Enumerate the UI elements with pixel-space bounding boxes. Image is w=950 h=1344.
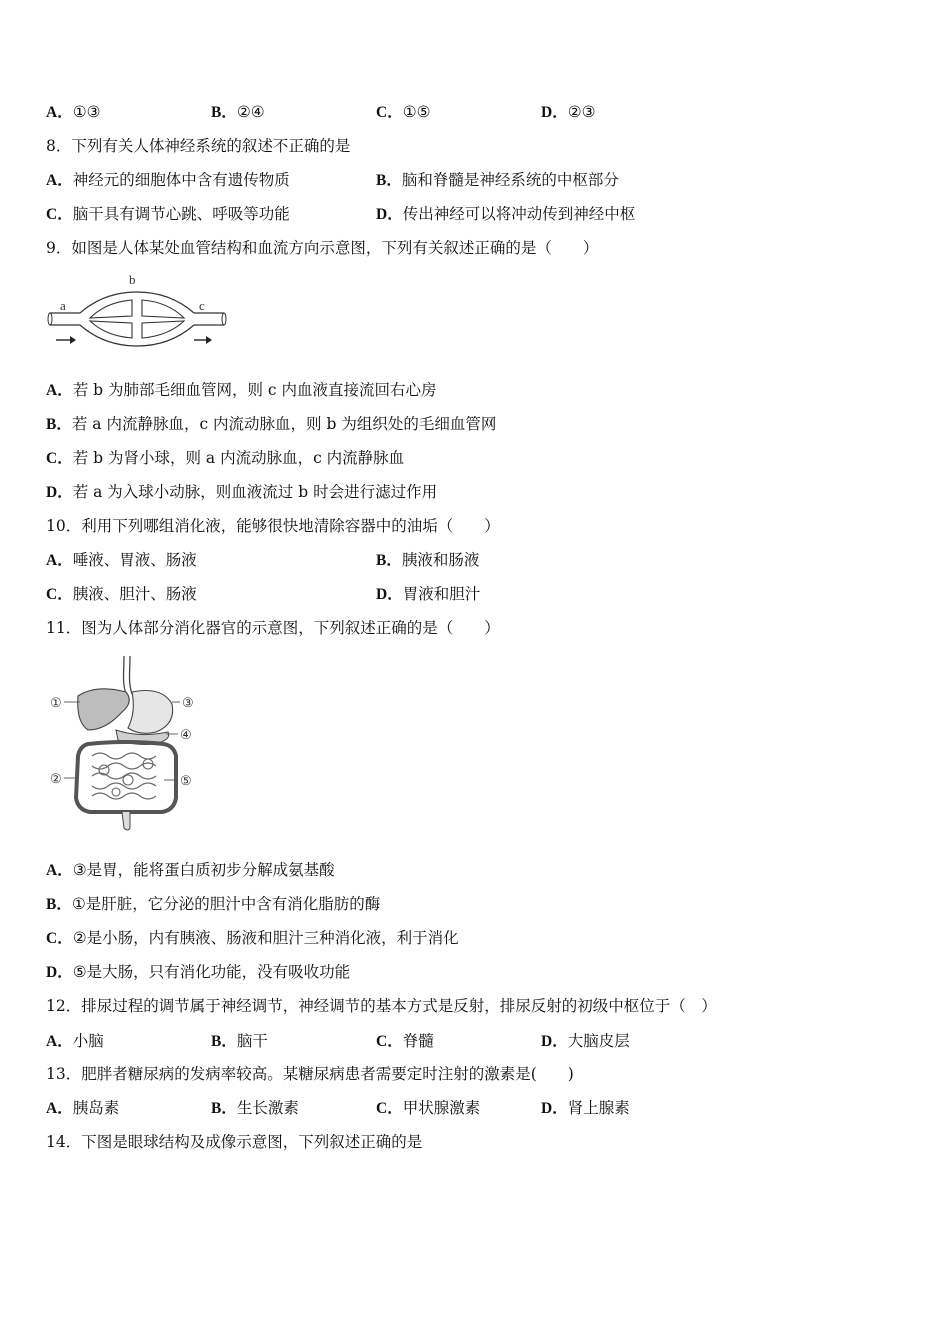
label-4: ④ <box>180 727 192 742</box>
digestive-organs-svg <box>44 652 204 832</box>
flow-arrow-right-icon <box>194 336 212 344</box>
q9-option-d: D．若 a 为入球小动脉，则血液流过 b 时会进行滤过作用 <box>46 483 438 501</box>
q9-stem: 9．如图是人体某处血管结构和血流方向示意图，下列有关叙述正确的是（ ） <box>46 239 599 257</box>
blood-vessel-diagram <box>44 270 234 352</box>
q12-option-a: A．小脑 <box>46 1032 104 1050</box>
blood-vessel-svg <box>44 270 234 352</box>
q9-option-c: C．若 b 为肾小球，则 a 内流动脉血，c 内流静脉血 <box>46 449 405 467</box>
label-3: ③ <box>182 695 194 710</box>
label-c: c <box>199 298 205 313</box>
q13-option-b: B．生长激素 <box>211 1099 299 1117</box>
label-2: ② <box>50 771 62 786</box>
q8-option-a: A．神经元的细胞体中含有遗传物质 <box>46 171 290 189</box>
q9-option-b: B．若 a 内流静脉血，c 内流动脉血，则 b 为组织处的毛细血管网 <box>46 415 497 433</box>
q9-option-a: A．若 b 为肺部毛细血管网，则 c 内血液直接流回右心房 <box>46 381 437 399</box>
option-b: B．②④ <box>211 103 265 121</box>
q12-option-d: D．大脑皮层 <box>541 1032 630 1050</box>
q8-option-d: D．传出神经可以将冲动传到神经中枢 <box>376 205 636 223</box>
q12-option-b: B．脑干 <box>211 1032 268 1050</box>
option-d: D．②③ <box>541 103 596 121</box>
label-5: ⑤ <box>180 773 192 788</box>
label-b: b <box>129 272 136 287</box>
q10-stem: 10．利用下列哪组消化液，能够很快地清除容器中的油垢（ ） <box>46 517 500 535</box>
q8-stem: 8．下列有关人体神经系统的叙述不正确的是 <box>46 137 351 155</box>
q13-stem: 13．肥胖者糖尿病的发病率较高。某糖尿病患者需要定时注射的激素是( ) <box>46 1065 574 1083</box>
q11-option-a: A．③是胃，能将蛋白质初步分解成氨基酸 <box>46 861 335 879</box>
q10-option-b: B．胰液和肠液 <box>376 551 480 569</box>
q10-option-a: A．唾液、胃液、肠液 <box>46 551 197 569</box>
q12-stem: 12．排尿过程的调节属于神经调节，神经调节的基本方式是反射，排尿反射的初级中枢位于（ ） <box>46 997 717 1015</box>
q13-option-a: A．胰岛素 <box>46 1099 120 1117</box>
q8-option-c: C．脑干具有调节心跳、呼吸等功能 <box>46 205 290 223</box>
q11-stem: 11．图为人体部分消化器官的示意图，下列叙述正确的是（ ） <box>46 619 500 637</box>
q8-option-b: B．脑和脊髓是神经系统的中枢部分 <box>376 171 619 189</box>
label-1: ① <box>50 695 62 710</box>
flow-arrow-left-icon <box>56 336 76 344</box>
digestive-organs-diagram <box>44 652 204 832</box>
q11-option-c: C．②是小肠，内有胰液、肠液和胆汁三种消化液，利于消化 <box>46 929 459 947</box>
q11-option-d: D．⑤是大肠，只有消化功能，没有吸收功能 <box>46 963 351 981</box>
option-c: C．①⑤ <box>376 103 431 121</box>
q14-stem: 14．下图是眼球结构及成像示意图，下列叙述正确的是 <box>46 1133 423 1151</box>
q10-option-c: C．胰液、胆汁、肠液 <box>46 585 197 603</box>
q11-option-b: B．①是肝脏，它分泌的胆汁中含有消化脂肪的酶 <box>46 895 381 913</box>
option-a: A．①③ <box>46 103 101 121</box>
q12-option-c: C．脊髓 <box>376 1032 434 1050</box>
q13-option-d: D．肾上腺素 <box>541 1099 630 1117</box>
label-a: a <box>60 298 66 313</box>
q13-option-c: C．甲状腺激素 <box>376 1099 481 1117</box>
q10-option-d: D．胃液和胆汁 <box>376 585 481 603</box>
